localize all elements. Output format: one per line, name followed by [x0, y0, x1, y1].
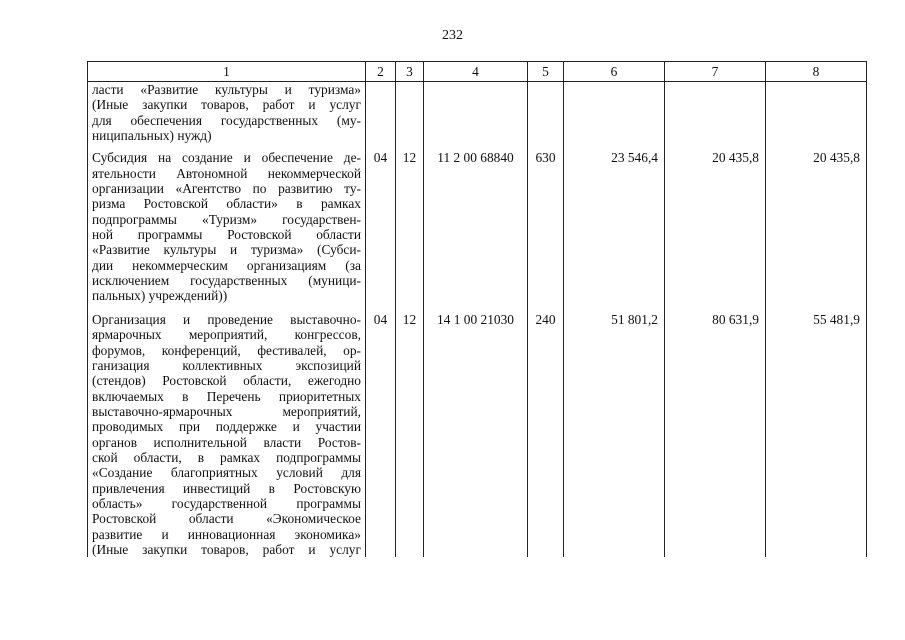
column-header-3: 3 — [396, 62, 424, 82]
cell-amount-year-1 — [564, 82, 665, 151]
cell-amount-year-1: 23 546,4 — [564, 150, 665, 311]
table-row — [88, 82, 867, 151]
description-line: (стендов) Ростовской области, ежегодно — [92, 373, 361, 389]
cell-section: 04 — [366, 150, 396, 311]
description-line: Ростовской области «Экономическое — [92, 511, 361, 527]
description-line: форумов, конференций, фестивалей, ор- — [92, 342, 361, 358]
description-line: ризма Ростовской области» в рамках — [92, 196, 361, 212]
description-line: ярмарочных мероприятий, конгрессов, — [92, 327, 361, 343]
cell-subsection: 12 — [396, 312, 424, 558]
budget-table — [87, 61, 867, 557]
cell-section: 04 — [366, 312, 396, 558]
cell-subsection — [396, 82, 424, 151]
description-line: дии некоммерческим организациям (за — [92, 257, 361, 273]
description-line: ской области, в рамках подпрограммы — [92, 449, 361, 465]
description-line: «Создание благоприятных условий для — [92, 465, 361, 481]
description-line: подпрограммы «Туризм» государствен- — [92, 211, 361, 227]
column-header-8: 8 — [766, 62, 867, 82]
description-line: область» государственной программы — [92, 495, 361, 511]
column-header-2: 2 — [366, 62, 396, 82]
description-line: Субсидия на создание и обеспечение де- — [92, 150, 361, 166]
cell-amount-year-3: 20 435,8 — [766, 150, 867, 311]
description-line: проводимых при поддержке и участии — [92, 419, 361, 435]
description-line: привлечения инвестиций в Ростовскую — [92, 480, 361, 496]
page-number: 232 — [442, 28, 463, 43]
cell-amount-year-2: 80 631,9 — [665, 312, 766, 558]
cell-expense-type — [528, 82, 564, 151]
description-line: ласти «Развитие культуры и туризма» — [92, 82, 361, 97]
cell-amount-year-3 — [766, 82, 867, 151]
description-line: (Иные закупки товаров, работ и услуг — [92, 541, 361, 557]
cell-target-article — [424, 82, 528, 151]
description-line: органов исполнительной власти Ростов- — [92, 434, 361, 450]
table-row — [88, 312, 867, 558]
cell-expense-type: 240 — [528, 312, 564, 558]
column-header-5: 5 — [528, 62, 564, 82]
column-header-7: 7 — [665, 62, 766, 82]
cell-target-article: 11 2 00 68840 — [424, 150, 528, 311]
description-line: пальных) учреждений)) — [92, 288, 228, 304]
description-line: Организация и проведение выставочно- — [92, 311, 361, 327]
cell-section — [366, 82, 396, 151]
cell-target-article: 14 1 00 21030 — [424, 312, 528, 558]
description-line: организации «Агентство по развитию ту- — [92, 181, 361, 197]
column-header-4: 4 — [424, 62, 528, 82]
column-header-6: 6 — [564, 62, 665, 82]
column-header-1: 1 — [88, 62, 366, 82]
description-line: (Иные закупки товаров, работ и услуг — [92, 97, 361, 113]
table-header-row — [88, 62, 867, 82]
description-line: исключением государственных (муници- — [92, 273, 361, 289]
description-line: выставочно-ярмарочных мероприятий, — [92, 403, 361, 419]
cell-subsection: 12 — [396, 150, 424, 311]
row-description — [88, 150, 366, 311]
cell-amount-year-2: 20 435,8 — [665, 150, 766, 311]
description-line: включаемых в Перечень приоритетных — [92, 388, 361, 404]
description-line: «Развитие культуры и туризма» (Субси- — [92, 242, 361, 258]
description-line: ной программы Ростовской области — [92, 227, 361, 243]
cell-amount-year-2 — [665, 82, 766, 151]
table-row — [88, 150, 867, 311]
description-line: ниципальных) нужд) — [92, 128, 212, 144]
cell-expense-type: 630 — [528, 150, 564, 311]
cell-amount-year-3: 55 481,9 — [766, 312, 867, 558]
description-line: для обеспечения государственных (му- — [92, 112, 361, 128]
description-line: развитие и инновационная экономика» — [92, 526, 361, 542]
cell-amount-year-1: 51 801,2 — [564, 312, 665, 558]
row-description — [88, 312, 366, 558]
description-line: ятельности Автономной некоммерческой — [92, 165, 361, 181]
row-description — [88, 82, 366, 151]
description-line: ганизация коллективных экспозиций — [92, 357, 361, 373]
